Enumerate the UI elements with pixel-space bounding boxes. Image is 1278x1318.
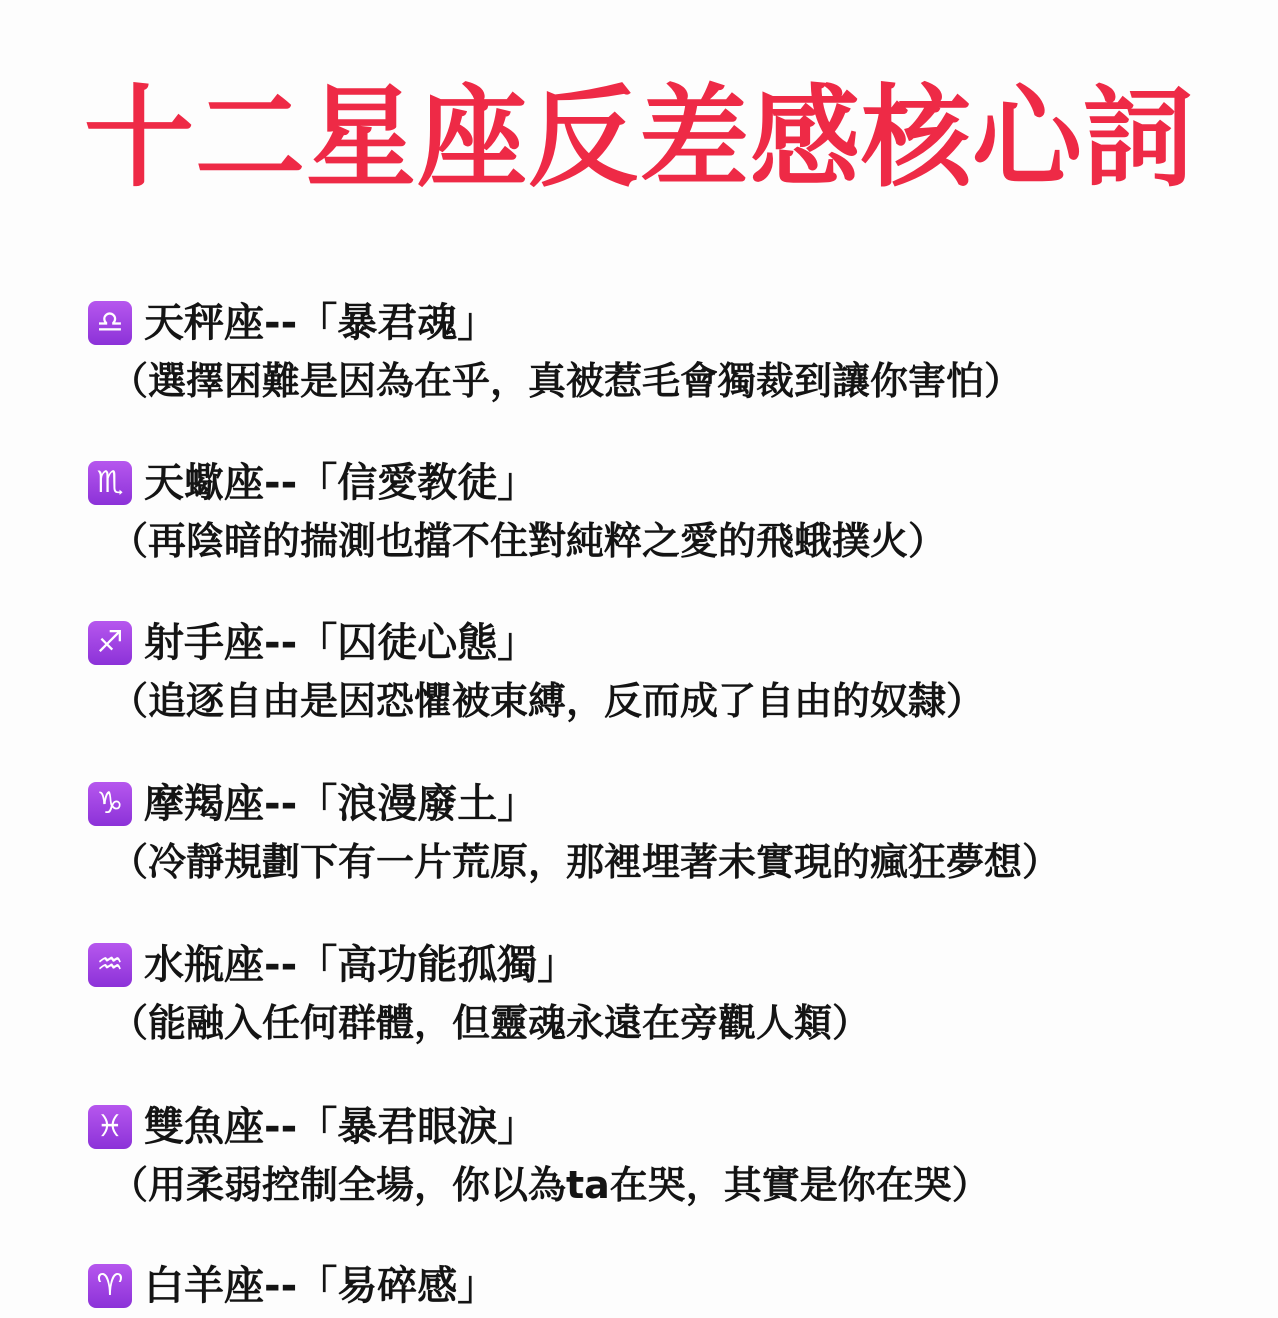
entry-heading <box>88 1258 1238 1314</box>
entry-description: （能融入任何群體，但靈魂永遠在旁觀人類） <box>110 1001 871 1045</box>
zodiac-entry-scorpio <box>88 455 1238 567</box>
zodiac-entry-libra <box>88 295 1238 407</box>
entry-description: （再陰暗的揣測也擋不住對純粹之愛的飛蛾撲火） <box>110 519 947 563</box>
scorpio-icon: ♏ <box>88 461 132 505</box>
pisces-icon: ♓ <box>88 1105 132 1149</box>
entry-title: 水瓶座--「高功能孤獨」 <box>144 942 578 988</box>
entry-title: 射手座--「囚徒心態」 <box>144 620 538 666</box>
aries-icon: ♈ <box>88 1264 132 1308</box>
entry-description: （選擇困難是因為在乎，真被惹毛會獨裁到讓你害怕） <box>110 359 1023 403</box>
entry-title: 雙魚座--「暴君眼淚」 <box>144 1104 538 1150</box>
entry-heading <box>88 295 1238 351</box>
page-title: 十二星座反差感核心詞 <box>84 74 1194 202</box>
zodiac-entry-capricorn <box>88 776 1238 888</box>
entry-title: 摩羯座--「浪漫廢土」 <box>144 781 538 827</box>
entry-heading <box>88 615 1238 671</box>
zodiac-entry-sagittarius <box>88 615 1238 727</box>
entry-title: 天秤座--「暴君魂」 <box>144 300 498 346</box>
entry-heading <box>88 937 1238 993</box>
zodiac-entry-aries <box>88 1258 1238 1318</box>
entry-heading <box>88 455 1238 511</box>
entry-heading <box>88 776 1238 832</box>
entry-title: 白羊座--「易碎感」 <box>144 1263 498 1309</box>
zodiac-entry-aquarius <box>88 937 1238 1049</box>
capricorn-icon: ♑ <box>88 782 132 826</box>
zodiac-entry-pisces <box>88 1099 1238 1211</box>
entry-title: 天蠍座--「信愛教徒」 <box>144 460 538 506</box>
entry-description: （冷靜規劃下有一片荒原，那裡埋著未實現的瘋狂夢想） <box>110 840 1061 884</box>
entry-description: （追逐自由是因恐懼被束縛，反而成了自由的奴隸） <box>110 679 985 723</box>
entry-heading <box>88 1099 1238 1155</box>
entry-description: （用柔弱控制全場，你以為ta在哭，其實是你在哭） <box>110 1163 990 1207</box>
aquarius-icon: ♒ <box>88 943 132 987</box>
sagittarius-icon: ♐ <box>88 621 132 665</box>
libra-icon: ♎ <box>88 301 132 345</box>
